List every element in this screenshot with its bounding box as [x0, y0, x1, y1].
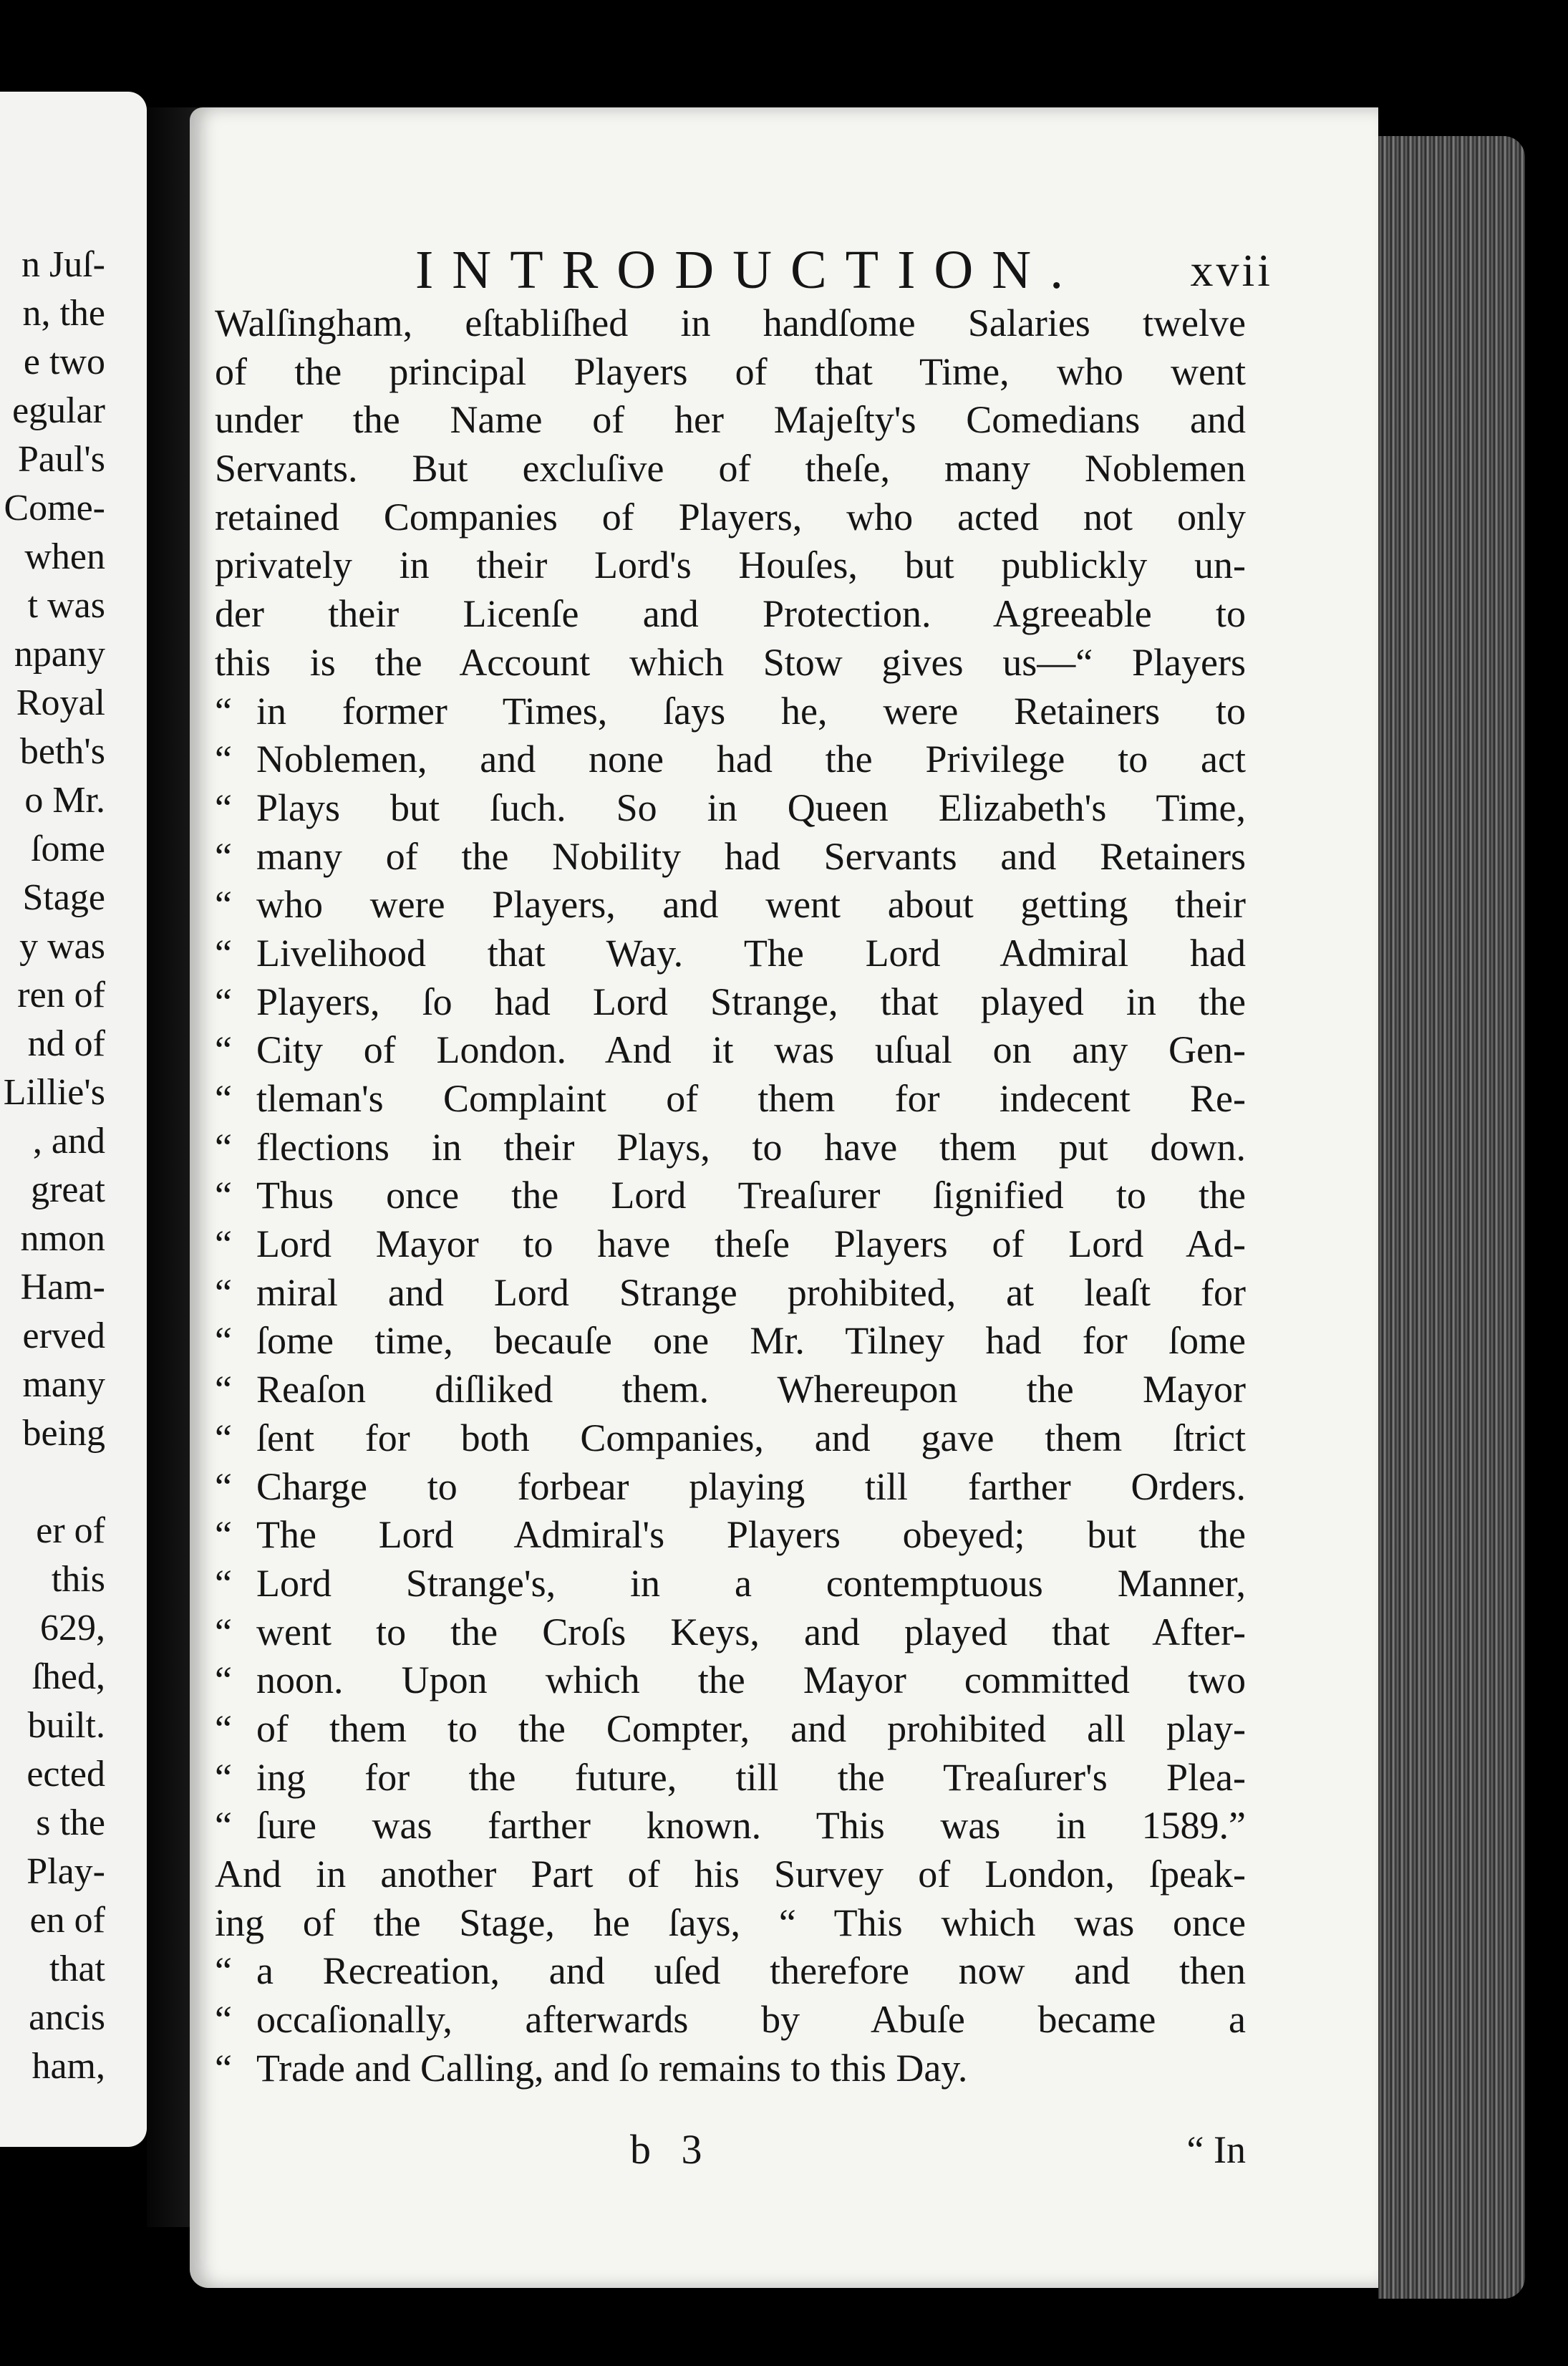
text-line: ing of the Stage, he ſays, “ This which was once [215, 1901, 1246, 1944]
text-line: “ miral and Lord Strange prohibited, at leaſt for [215, 1269, 1246, 1318]
text-line: “ who were Players, and went about getting their [215, 881, 1246, 930]
previous-page-line: erved [22, 1315, 105, 1356]
text-line: “ Lord Strange's, in a contemptuous Manner, [215, 1560, 1246, 1608]
previous-page-line: Paul's [17, 439, 105, 480]
previous-page-line: Royal [16, 682, 105, 723]
text-line: Servants. But excluſive of theſe, many Noblemen [215, 447, 1246, 491]
text-line: “ tleman's Complaint of them for indecent Re- [215, 1075, 1246, 1124]
previous-page-line: Lillie's [3, 1072, 105, 1113]
catchword: “ In [1186, 2128, 1246, 2171]
text-line: “ Livelihood that Way. The Lord Admiral had [215, 930, 1246, 978]
text-line: “ Trade and Calling, and ſo remains to this Day. [215, 2044, 1246, 2093]
signature-mark: b 3 [630, 2126, 712, 2173]
previous-page-line: ected [26, 1754, 105, 1795]
previous-page-line: being [22, 1413, 105, 1454]
previous-page-line: npany [14, 634, 105, 675]
text-line: “ occaſionally, afterwards by Abuſe became a [215, 1996, 1246, 2044]
previous-page-line: en of [29, 1900, 105, 1941]
text-line: this is the Account which Stow gives us—“ Players [215, 640, 1246, 684]
text-line: “ ſome time, becauſe one Mr. Tilney had for ſome [215, 1317, 1246, 1366]
previous-page-line: s the [36, 1802, 105, 1843]
text-line: “ City of London. And it was uſual on any Gen- [215, 1026, 1246, 1075]
text-line: “ of them to the Compter, and prohibited all play- [215, 1705, 1246, 1754]
page-header [222, 238, 1273, 302]
text-line: “ ſent for both Companies, and gave them ſtrict [215, 1414, 1246, 1463]
previous-page-line: when [24, 536, 105, 577]
text-line: “ ing for the future, till the Treaſurer's Plea- [215, 1754, 1246, 1802]
previous-page-line: ham, [32, 2046, 105, 2087]
previous-page-line: n, the [22, 293, 105, 334]
text-line: “ Players, ſo had Lord Strange, that played in the [215, 978, 1246, 1027]
text-line: “ in former Times, ſays he, were Retainers to [215, 687, 1246, 736]
previous-page-line: Play- [26, 1851, 105, 1892]
previous-page-line: ſome [31, 829, 105, 869]
previous-page-line [4, 1458, 105, 1507]
previous-page-line: n Juſ- [21, 244, 105, 285]
text-line: retained Companies of Players, who acted not only [215, 495, 1246, 539]
text-line: “ Thus once the Lord Treaſurer ſignified to the [215, 1172, 1246, 1220]
previous-page-line: Come- [4, 488, 105, 528]
previous-page-line: Stage [22, 877, 105, 918]
text-line: of the principal Players of that Time, who went [215, 349, 1246, 393]
running-title: INTRODUCTION. [415, 240, 1083, 300]
text-line: “ Plays but ſuch. So in Queen Elizabeth's Time, [215, 784, 1246, 833]
text-line: “ Reaſon diſliked them. Whereupon the Mayor [215, 1366, 1246, 1414]
body-text [215, 299, 1246, 2092]
previous-page-line: great [31, 1169, 105, 1210]
text-line: “ noon. Upon which the Mayor committed two [215, 1656, 1246, 1705]
previous-page-line: o Mr. [24, 780, 105, 821]
previous-page-line: ſhed, [32, 1656, 105, 1697]
previous-page-line: Ham- [20, 1267, 105, 1308]
previous-page-line: , and [32, 1121, 105, 1162]
text-line: “ ſure was farther known. This was in 1589.” [215, 1802, 1246, 1850]
previous-page-text [4, 241, 105, 2091]
previous-page-line: ren of [17, 975, 105, 1015]
text-line: “ flections in their Plays, to have them put down. [215, 1124, 1246, 1172]
text-line: “ The Lord Admiral's Players obeyed; but the [215, 1511, 1246, 1560]
page-footer [215, 2121, 1246, 2178]
page-fore-edge [1378, 136, 1525, 2299]
previous-page-line: er of [36, 1510, 105, 1551]
previous-page-line: that [49, 1949, 105, 1989]
previous-page-line: built. [27, 1705, 105, 1746]
text-line: “ many of the Nobility had Servants and Retainers [215, 833, 1246, 882]
text-line: “ Charge to forbear playing till farther Orders. [215, 1463, 1246, 1512]
previous-page-line: t was [27, 585, 105, 626]
text-line: Walſingham, eſtabliſhed in handſome Salaries twelve [215, 301, 1246, 344]
text-line: “ Noblemen, and none had the Privilege to act [215, 735, 1246, 784]
previous-page-line: beth's [19, 731, 105, 772]
previous-page-line: y was [19, 926, 105, 967]
text-line: “ went to the Croſs Keys, and played that After- [215, 1608, 1246, 1657]
text-line: under the Name of her Majeſty's Comedians and [215, 398, 1246, 442]
previous-page-line: e two [23, 342, 105, 382]
text-line: privately in their Lord's Houſes, but publickly un- [215, 544, 1246, 587]
previous-page-line: ancis [29, 1997, 105, 2038]
text-line: der their Licenſe and Protection. Agreeable to [215, 592, 1246, 636]
text-line: And in another Part of his Survey of London, ſpeak- [215, 1853, 1246, 1896]
previous-page-line: 629, [40, 1608, 105, 1648]
previous-page-line: egular [12, 390, 105, 431]
previous-page-fragment [0, 92, 147, 2147]
previous-page-line: nmon [20, 1218, 105, 1259]
previous-page-line: nd of [27, 1023, 105, 1064]
page-number: xvii [1190, 245, 1273, 296]
text-line: “ Lord Mayor to have theſe Players of Lord Ad- [215, 1220, 1246, 1269]
previous-page-line: many [22, 1364, 105, 1405]
previous-page-line: this [51, 1559, 105, 1600]
text-line: “ a Recreation, and uſed therefore now and then [215, 1947, 1246, 1996]
